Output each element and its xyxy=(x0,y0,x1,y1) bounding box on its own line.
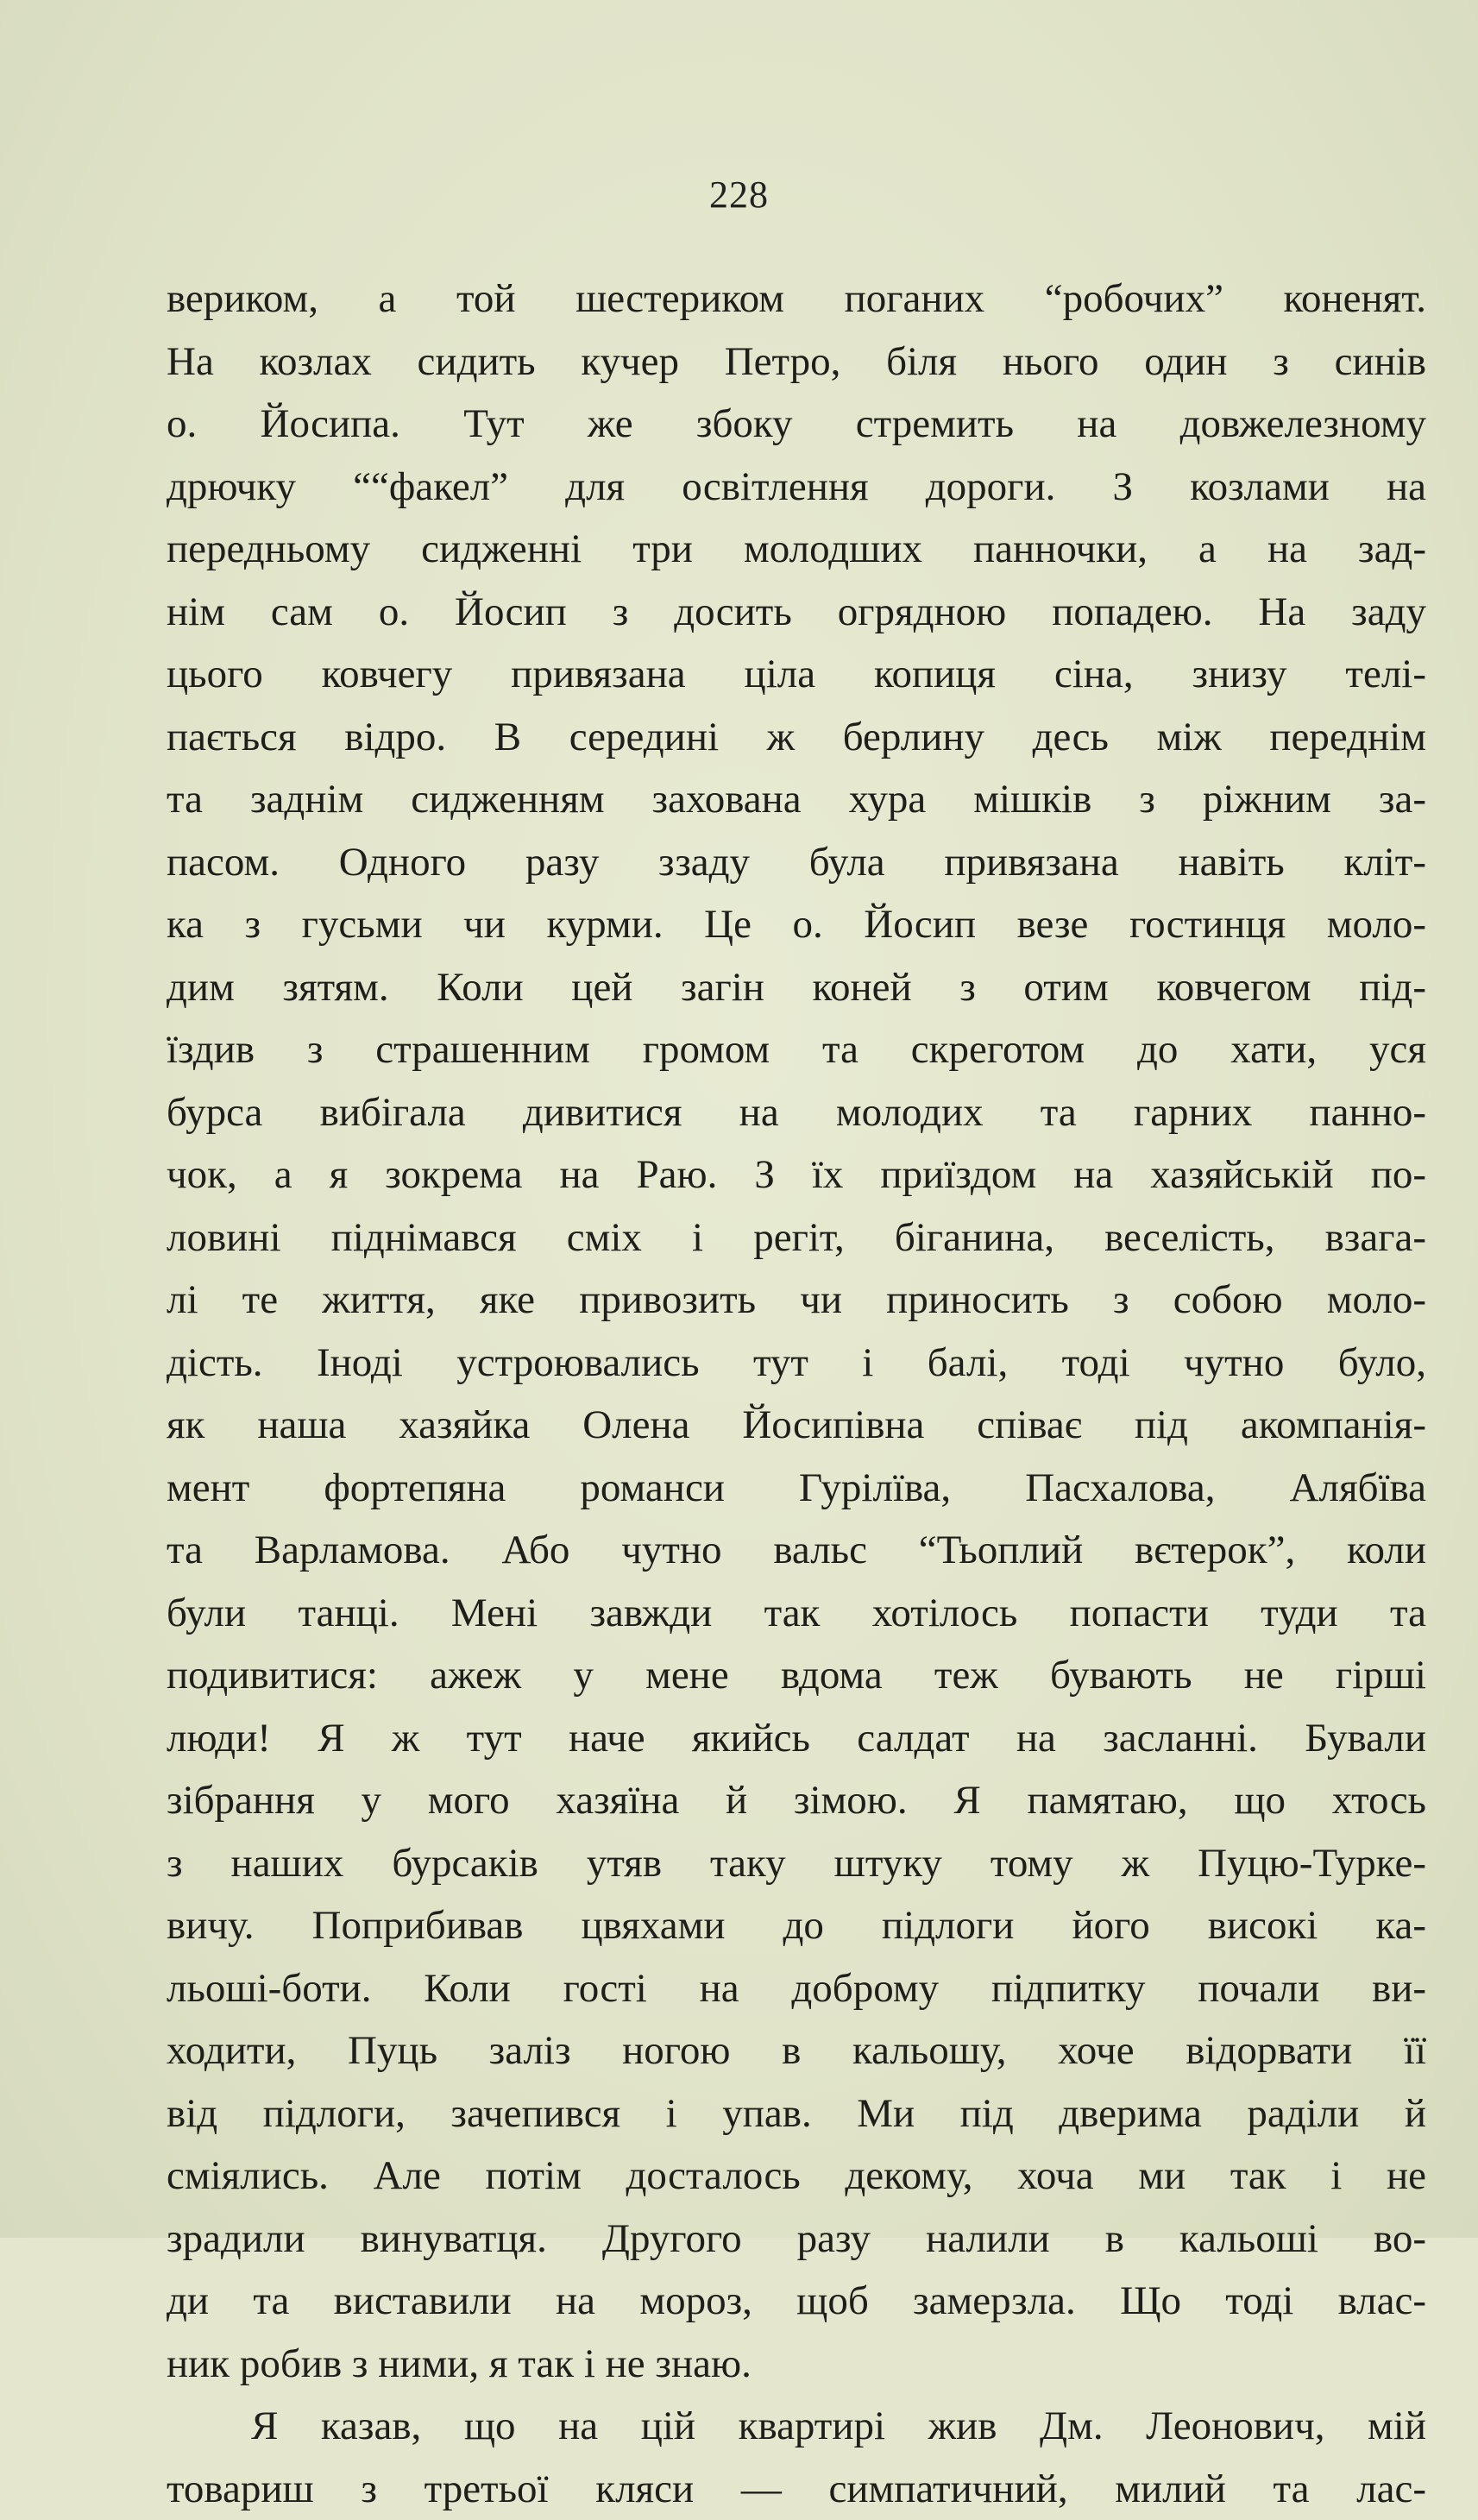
body-text xyxy=(167,268,1426,2520)
text-line: цього ковчегу привязана ціла копиця сіна, знизу телі- xyxy=(167,643,1426,706)
text-line: бурса вибігала дивитися на молодих та гарних панно- xyxy=(167,1081,1426,1144)
text-line: Я казав, що на цій квартирі жив Дм. Леонович, мій xyxy=(167,2395,1426,2458)
text-line: ник робив з ними, я так і не знаю. xyxy=(167,2333,1426,2396)
text-line: товариш з третьої кляси — симпатичний, милий та лас- xyxy=(167,2458,1426,2520)
text-line: сміялись. Але потім досталось декому, хоча ми так і не xyxy=(167,2145,1426,2208)
text-line: нім сам о. Йосип з досить огрядною попадею. На заду xyxy=(167,581,1426,644)
text-line: мент фортепяна романси Гурілїва, Пасхалова, Алябїва xyxy=(167,1457,1426,1520)
text-line: ди та виставили на мороз, щоб замерзла. Що тоді влас- xyxy=(167,2270,1426,2333)
text-line: дим зятям. Коли цей загін коней з отим ковчегом під- xyxy=(167,956,1426,1019)
text-line: лі те життя, яке привозить чи приносить з собою моло- xyxy=(167,1269,1426,1332)
text-line: як наша хазяйка Олена Йосипівна співає під акомпанія- xyxy=(167,1394,1426,1457)
text-line: люди! Я ж тут наче якийсь салдат на засланні. Бували xyxy=(167,1707,1426,1770)
text-line: вериком, а той шестериком поганих “робочих” коненят. xyxy=(167,268,1426,331)
text-line: ловині піднімався сміх і регіт, біганина, веселість, взага- xyxy=(167,1206,1426,1269)
text-line: вичу. Поприбивав цвяхами до підлоги його високі ка- xyxy=(167,1894,1426,1957)
text-line: На козлах сидить кучер Петро, біля нього один з синів xyxy=(167,331,1426,394)
text-line: передньому сидженні три молодших панночки, а на зад- xyxy=(167,518,1426,581)
text-line: пасом. Одного разу ззаду була привязана навіть кліт- xyxy=(167,831,1426,894)
text-line: пається відро. В середині ж берлину десь між переднім xyxy=(167,706,1426,769)
text-line: ка з гусьми чи курми. Це о. Йосип везе гостинця моло- xyxy=(167,893,1426,956)
text-line: льоші-боти. Коли гості на доброму підпитку почали ви- xyxy=(167,1957,1426,2020)
text-line: о. Йосипа. Тут же збоку стремить на довжелезному xyxy=(167,393,1426,456)
text-line: подивитися: ажеж у мене вдома теж бувають не гірші xyxy=(167,1644,1426,1707)
text-line: та Варламова. Або чутно вальс “Тьоплий вєтерок”, коли xyxy=(167,1519,1426,1582)
text-line: ходити, Пуць заліз ногою в кальошу, хоче відорвати її xyxy=(167,2019,1426,2082)
text-line: від підлоги, зачепився і упав. Ми під дверима раділи й xyxy=(167,2082,1426,2145)
text-line: зібрання у мого хазяїна й зімою. Я памятаю, що хтось xyxy=(167,1769,1426,1832)
text-line: чок, а я зокрема на Раю. З їх приїздом на хазяйській по- xyxy=(167,1143,1426,1206)
text-line: дрючку ““факел” для освітлення дороги. З козлами на xyxy=(167,456,1426,519)
text-line: з наших бурсаків утяв таку штуку тому ж Пуцю-Турке- xyxy=(167,1832,1426,1895)
text-line: та заднім сидженням захована хура мішків з ріжним за- xyxy=(167,768,1426,831)
page-number: 228 xyxy=(0,173,1478,217)
text-line: були танці. Мені завжди так хотілось попасти туди та xyxy=(167,1582,1426,1645)
text-line: їздив з страшенним громом та скреготом до хати, уся xyxy=(167,1018,1426,1081)
text-line: дість. Іноді устроювались тут і балі, тоді чутно було, xyxy=(167,1332,1426,1395)
text-line: зрадили винуватця. Другого разу налили в кальоші во- xyxy=(167,2208,1426,2271)
